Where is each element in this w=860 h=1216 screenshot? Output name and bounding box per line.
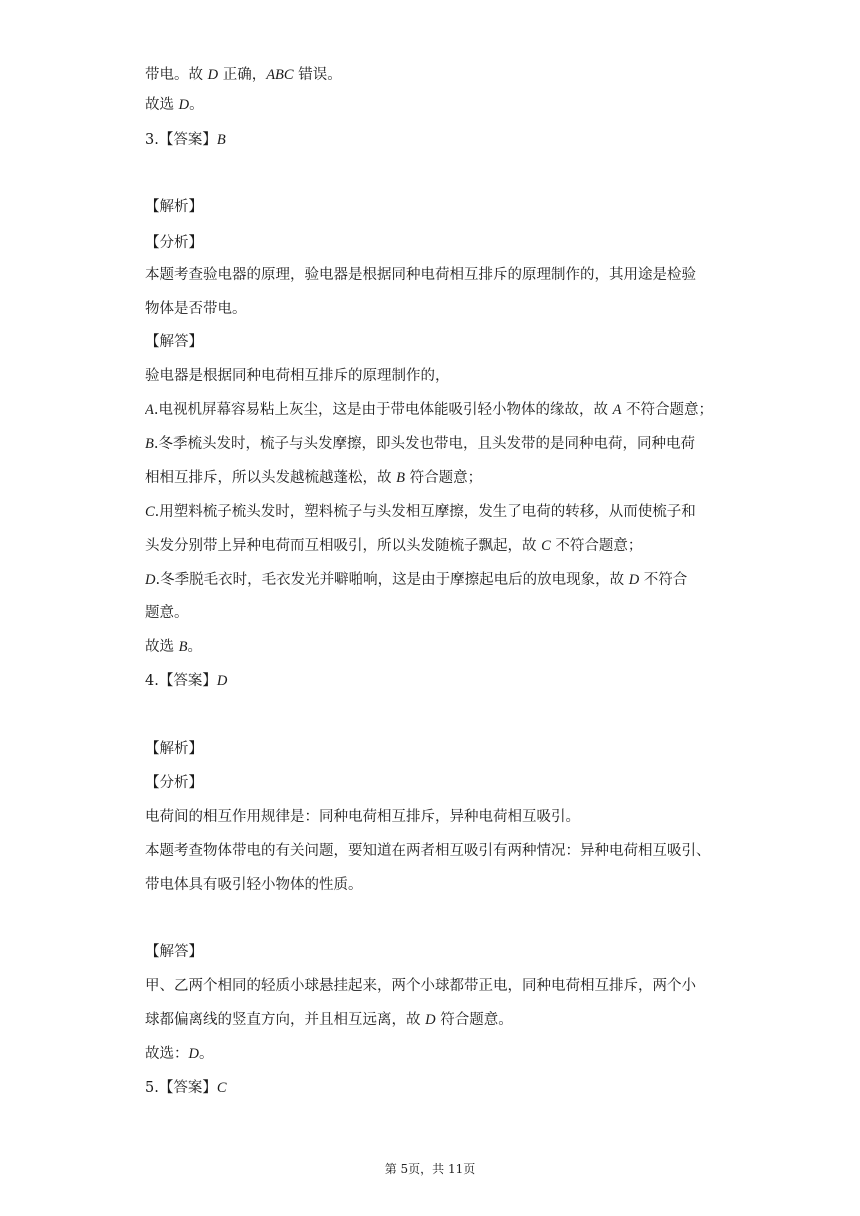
variable-text: D <box>425 1012 436 1028</box>
text-line <box>145 976 725 996</box>
text-line <box>145 773 725 793</box>
line-text: 符合题意。 <box>435 1012 513 1028</box>
text-line <box>145 841 725 861</box>
variable-text: A <box>612 402 622 418</box>
variable-text: D <box>207 67 219 83</box>
text-line <box>145 332 725 352</box>
text-line <box>145 265 725 285</box>
line-text: 错误。 <box>293 67 342 83</box>
line-text: 正确， <box>218 67 267 83</box>
variable-text: B <box>178 639 188 655</box>
line-text: 【解答】 <box>145 944 203 960</box>
text-line <box>145 400 725 420</box>
line-text: 3.【答案】 <box>145 132 217 148</box>
line-text: 物体是否带电。 <box>145 301 247 317</box>
line-text: 带电。故 <box>145 67 208 83</box>
line-text: 题意。 <box>145 605 189 621</box>
line-text: 。 <box>189 97 204 113</box>
variable-text: A <box>145 402 154 418</box>
variable-text: ABC <box>266 67 294 83</box>
text-line <box>145 434 725 454</box>
line-text: 5.【答案】 <box>145 1080 217 1096</box>
text-line <box>145 197 725 217</box>
line-text: 。 <box>187 639 202 655</box>
text-line <box>145 502 725 522</box>
page-footer: 第 5页，共 11页 <box>384 1162 476 1176</box>
line-text: 球都偏离线的竖直方向，并且相互远离，故 <box>145 1012 426 1028</box>
line-text: 不符合 <box>639 572 688 588</box>
line-text: 电荷间的相互作用规律是：同种电荷相互排斥，异种电荷相互吸引。 <box>145 809 580 825</box>
text-line <box>145 671 725 691</box>
line-text: 带电体具有吸引轻小物体的性质。 <box>145 877 363 893</box>
line-text: 验电器是根据同种电荷相互排斥的原理制作的， <box>145 368 450 384</box>
line-text: .用塑料梳子梳头发时，塑料梳子与头发相互摩擦，发生了电荷的转移，从而使梳子和 <box>154 504 696 520</box>
line-text: 本题考查验电器的原理，验电器是根据同种电荷相互排斥的原理制作的，其用途是检验 <box>145 267 696 283</box>
line-text: 符合题意； <box>404 470 483 486</box>
text-line <box>145 299 725 319</box>
text-line <box>145 65 725 85</box>
line-text: 故选 <box>145 639 179 655</box>
text-line <box>145 1010 725 1030</box>
text-line <box>145 603 725 623</box>
text-line <box>145 875 725 895</box>
line-text: 相相互排斥，所以头发越梳越蓬松，故 <box>145 470 397 486</box>
text-line <box>145 1044 725 1064</box>
line-text: 不符合题意； <box>621 402 714 418</box>
text-line <box>145 942 725 962</box>
variable-text: C <box>541 538 551 554</box>
line-text: 【解答】 <box>145 334 203 350</box>
line-text: 头发分别带上异种电荷而互相吸引，所以头发随梳子飘起，故 <box>145 538 542 554</box>
variable-text: D <box>188 1046 199 1062</box>
text-line <box>145 95 725 115</box>
variable-text: C <box>216 1080 227 1096</box>
text-line <box>145 366 725 386</box>
text-line <box>145 468 725 488</box>
line-text: .冬季梳头发时，梳子与头发摩擦，即头发也带电，且头发带的是同种电荷，同种电荷 <box>153 436 695 452</box>
line-text: 【分析】 <box>145 775 203 791</box>
text-line <box>145 130 725 150</box>
text-line <box>145 807 725 827</box>
variable-text: C <box>145 504 155 520</box>
variable-text: D <box>216 673 228 689</box>
variable-text: B <box>396 470 405 486</box>
variable-text: B <box>216 132 226 148</box>
line-text: 故选 <box>145 97 179 113</box>
variable-text: D <box>145 572 156 588</box>
line-text: 甲、乙两个相同的轻质小球悬挂起来，两个小球都带正电，同种电荷相互排斥，两个小 <box>145 978 696 994</box>
text-line <box>145 637 725 657</box>
line-text: 【分析】 <box>145 235 203 251</box>
line-text: .冬季脱毛衣时，毛衣发光并噼啪响，这是由于摩擦起电后的放电现象，故 <box>155 572 629 588</box>
line-text: 不符合题意； <box>550 538 643 554</box>
variable-text: B <box>145 436 154 452</box>
line-text: 4.【答案】 <box>145 673 217 689</box>
variable-text: D <box>628 572 640 588</box>
text-line <box>145 233 725 253</box>
variable-text: D <box>178 97 190 113</box>
line-text: 。 <box>198 1046 214 1062</box>
text-line <box>145 536 725 556</box>
line-text: .电视机屏幕容易粘上灰尘，这是由于带电体能吸引轻小物体的缘故，故 <box>153 402 613 418</box>
line-text: 【解析】 <box>145 199 203 215</box>
text-line <box>145 1078 725 1098</box>
line-text: 本题考查物体带电的有关问题，要知道在两者相互吸引有两种情况：异种电荷相互吸引、 <box>145 843 711 859</box>
text-line <box>145 739 725 759</box>
line-text: 故选： <box>145 1046 189 1062</box>
text-line <box>145 570 725 590</box>
line-text: 【解析】 <box>145 741 203 757</box>
